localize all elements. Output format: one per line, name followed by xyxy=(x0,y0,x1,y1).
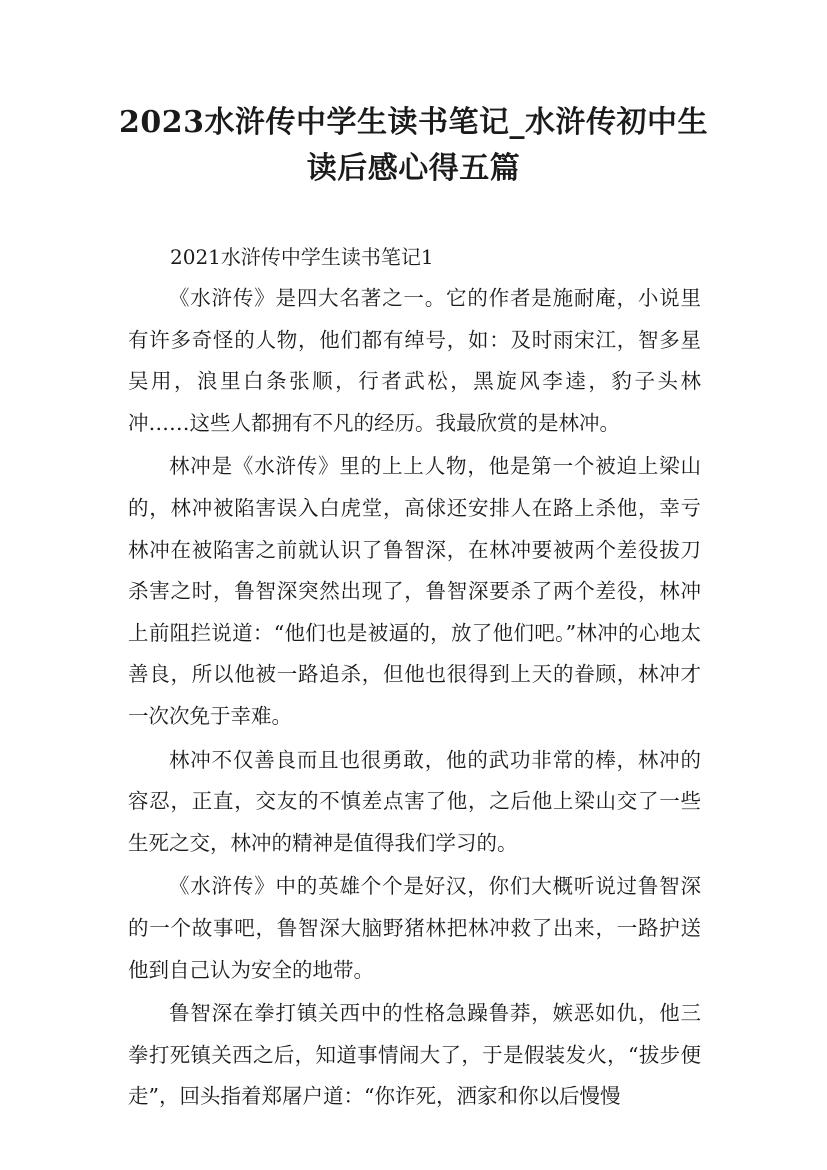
paragraph-4: 《水浒传》中的英雄个个是好汉，你们大概听说过鲁智深的一个故事吧，鲁智深大脑野猪林把林冲救了出来，一路护送他到自己认为安全的地带。 xyxy=(128,874,701,982)
paragraph-1: 《水浒传》是四大名著之一。它的作者是施耐庵，小说里有许多奇怪的人物，他们都有绰号，如：及时雨宋江，智多星吴用，浪里白条张顺，行者武松，黑旋风李逵，豹子头林冲……这些人都拥有不凡的经历。我最欣赏的是林冲。 xyxy=(128,286,701,435)
document-title: 2023水浒传中学生读书笔记_水浒传初中生读后感心得五篇 xyxy=(119,105,708,186)
paragraph-2: 林冲是《水浒传》里的上上人物，他是第一个被迫上梁山的，林冲被陷害误入白虎堂，高俅还安排人在路上杀他，幸亏林冲在被陷害之前就认识了鲁智深，在林冲要被两个差役拔刀杀害之时，鲁智深突然出现了，鲁智深要杀了两个差役，林冲上前阻拦说道：“他们也是被逼的，放了他们吧。”林冲的心地太善良，所以他被一路追杀，但他也很得到上天的眷顾，林冲才一次次免于幸难。 xyxy=(128,454,701,728)
section-heading: 2021水浒传中学生读书笔记1 xyxy=(170,245,434,269)
document-body xyxy=(128,236,701,1118)
paragraph-5: 鲁智深在拳打镇关西中的性格急躁鲁莽，嫉恶如仇，他三拳打死镇关西之后，知道事情闹大了，于是假装发火，“拔步便走”，回头指着郑屠户道：“你诈死，洒家和你以后慢慢 xyxy=(128,1001,701,1109)
paragraph-3: 林冲不仅善良而且也很勇敢，他的武功非常的棒，林冲的容忍，正直，交友的不慎差点害了他，之后他上梁山交了一些生死之交，林冲的精神是值得我们学习的。 xyxy=(128,747,701,855)
